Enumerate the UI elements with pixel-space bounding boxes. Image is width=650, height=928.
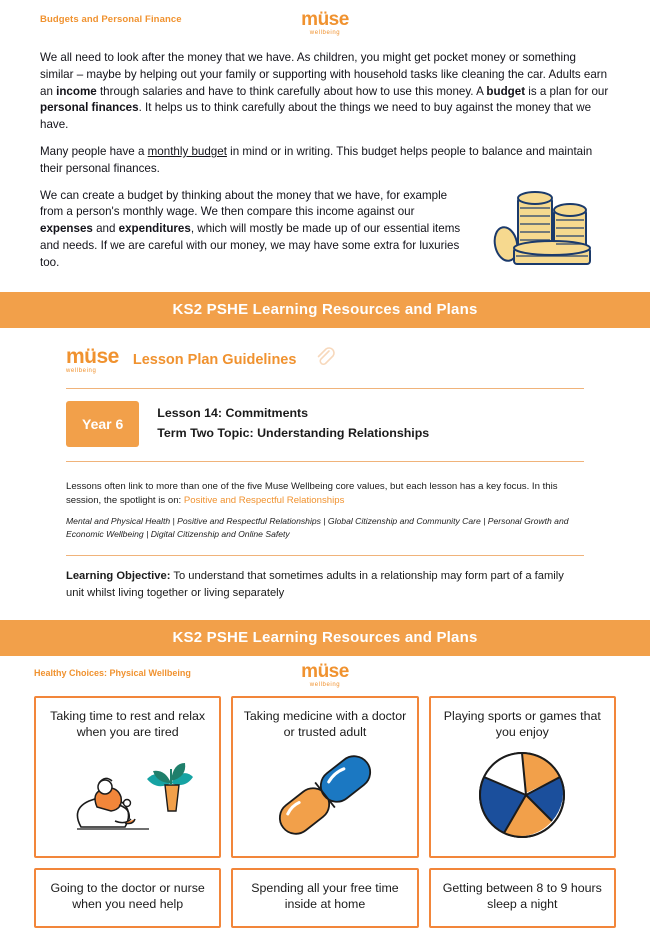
- stacked-coins-illustration: [480, 182, 610, 278]
- capsule-pill-illustration: [241, 741, 408, 850]
- muse-logo: [66, 346, 119, 374]
- run-text: , which will mostly be made up of our essential items and needs. If we are careful with our money, we may have some extra for luxuries too.: [40, 222, 461, 269]
- divider-bottom: [66, 555, 584, 556]
- lesson-plan-title: Lesson Plan Guidelines: [132, 351, 297, 368]
- banner-ks2-2: KS2 PSHE Learning Resources and Plans: [0, 620, 650, 656]
- run-bold: income: [56, 84, 97, 98]
- lesson-number-title: Lesson 14: Commitments: [157, 406, 309, 421]
- choice-card[interactable]: [429, 696, 616, 858]
- run-text: through salaries and have to think carefully about how to use this money. A: [96, 84, 487, 98]
- choice-card[interactable]: [231, 696, 418, 858]
- paperclip-icon: [314, 346, 336, 373]
- run-text: in mind or in writing. This budget helps people to balance and maintain their personal finances.: [40, 144, 593, 175]
- healthy-choices-section: [0, 656, 650, 928]
- choice-card-label: Getting between 8 to 9 hours sleep a night: [442, 880, 602, 912]
- run-text: is a plan for our: [525, 84, 609, 98]
- lesson-plan-section: [0, 328, 650, 620]
- choice-card-label: Going to the doctor or nurse when you need help: [50, 880, 205, 912]
- choice-card[interactable]: [34, 868, 221, 928]
- lesson-titles: [157, 401, 429, 447]
- run-bold: expenses: [40, 222, 93, 236]
- run-underline: monthly budget: [147, 144, 227, 158]
- divider-middle: [66, 461, 584, 462]
- run-text: . It helps us to think carefully about the things we need to buy against the money that we have.: [40, 101, 592, 132]
- house-illustration: [241, 913, 408, 920]
- learning-objective: [66, 568, 584, 602]
- muse-logo: [301, 10, 349, 36]
- muse-logo-wordmark: müse: [301, 9, 349, 30]
- doctor-illustration: [44, 913, 211, 920]
- choice-card-label: Taking medicine with a doctor or trusted adult: [243, 708, 407, 740]
- note-prefix: Lessons often link to more than one of the five Muse Wellbeing core values, but each lesson has a key focus. In this session, the spotlight is on:: [66, 480, 558, 506]
- run-bold: budget: [486, 84, 526, 98]
- learning-objective-block: [40, 568, 610, 602]
- year-badge: Year 6: [66, 401, 139, 447]
- healthy-choices-grid: [34, 696, 616, 928]
- healthy-choices-header: [34, 660, 616, 692]
- core-values-list: Mental and Physical Health | Positive and Respectful Relationships | Global Citizenship and Community Care | Personal Growth and Economic Wellbeing | Digital Citizenship and Online Safety: [66, 516, 569, 540]
- budgets-kicker: Budgets and Personal Finance: [40, 14, 182, 25]
- core-values-sentence: [66, 480, 584, 509]
- muse-logo-subtext: wellbeing: [309, 681, 341, 688]
- run-text: and: [92, 222, 119, 236]
- budgets-paragraph-2: [40, 144, 610, 178]
- lesson-term-topic: Term Two Topic: Understanding Relationships: [157, 425, 430, 440]
- person-relaxing-illustration: [44, 741, 211, 850]
- choice-card-label: Playing sports or games that you enjoy: [443, 708, 601, 740]
- lesson-plan-header: [40, 346, 610, 374]
- choice-card[interactable]: [429, 868, 616, 928]
- run-text: Many people have a: [40, 144, 148, 158]
- budgets-section: [0, 0, 650, 292]
- run-bold: personal finances: [40, 101, 139, 115]
- run-text: We all need to look after the money that we have. As children, you might get pocket money or something similar – maybe by helping out your family or supporting with household tasks like cleaning the car. Adults earn an: [40, 51, 608, 98]
- muse-logo: [301, 662, 349, 688]
- muse-logo-wordmark: müse: [66, 344, 119, 368]
- note-highlight: Positive and Respectful Relationships: [183, 494, 345, 506]
- divider-top: [66, 388, 584, 389]
- learning-objective-text: To understand that sometimes adults in a relationship may form part of a family unit whilst living together or living separately: [66, 570, 564, 599]
- core-values-note: [40, 480, 610, 542]
- healthy-choices-kicker: Healthy Choices: Physical Wellbeing: [34, 667, 191, 678]
- sleep-illustration: [439, 913, 606, 920]
- volleyball-illustration: [439, 741, 606, 850]
- lesson-year-row: [40, 401, 610, 447]
- run-bold: expenditures: [118, 222, 191, 236]
- choice-card-label: Taking time to rest and relax when you are tired: [50, 708, 206, 740]
- learning-objective-label: Learning Objective:: [66, 570, 171, 583]
- budgets-paragraph-1: [40, 50, 610, 134]
- muse-logo-subtext: wellbeing: [309, 30, 341, 36]
- banner-ks2-1: KS2 PSHE Learning Resources and Plans: [0, 292, 650, 328]
- choice-card[interactable]: [231, 868, 418, 928]
- choice-card-label: Spending all your free time inside at home: [251, 880, 399, 912]
- muse-logo-subtext: wellbeing: [66, 367, 97, 374]
- muse-logo-wordmark: müse: [301, 660, 349, 682]
- run-text: We can create a budget by thinking about the money that we have, for example from a person's monthly wage. We then compare this income against our: [40, 188, 448, 219]
- choice-card[interactable]: [34, 696, 221, 858]
- budgets-header: [40, 9, 610, 40]
